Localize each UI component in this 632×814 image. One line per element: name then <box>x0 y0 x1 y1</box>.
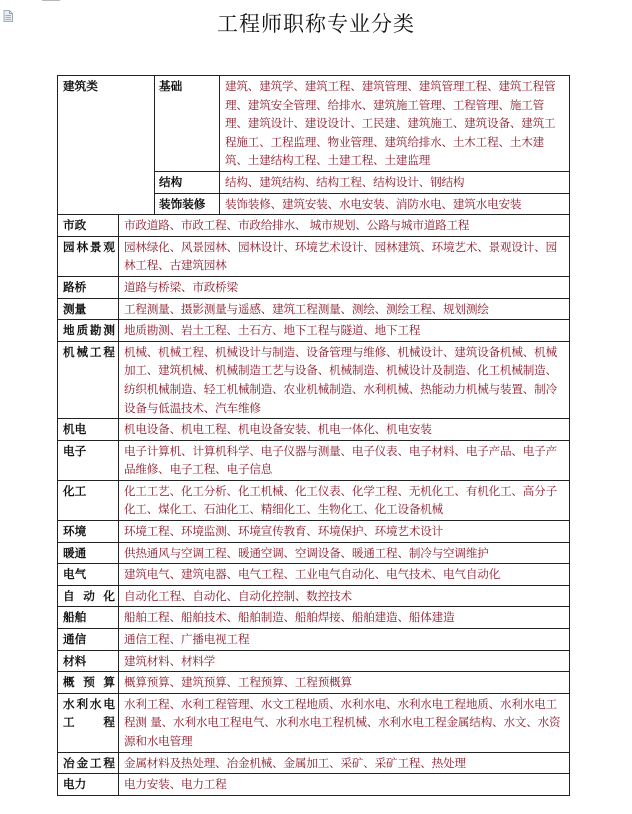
table-row <box>58 440 570 480</box>
category-cell: 路桥 <box>58 276 119 298</box>
category-cell: 电子 <box>58 440 119 480</box>
page-title: 工程师职称专业分类 <box>217 12 415 36</box>
table-row <box>58 215 570 237</box>
category-cell: 自动化 <box>58 585 119 607</box>
table-row <box>58 236 570 276</box>
category-cell: 地质勘测 <box>58 320 119 342</box>
table-row <box>58 320 570 342</box>
category-cell: 电力 <box>58 774 119 796</box>
category-cell: 机械工程 <box>58 341 119 418</box>
majors-cell: 机电设备、机电工程、机电设备安装、机电一体化、机电安装 <box>119 419 570 441</box>
category-cell: 冶金工程 <box>58 752 119 774</box>
majors-cell: 建筑、建筑学、建筑工程、建筑管理、建筑管理工程、建筑工程管理、建筑安全管理、给排水、建筑施工管理、工程管理、施工管理、建筑设计、建设设计、工民建、建筑施工、建筑设备、建筑工程施工、工程监理、物业管理、建筑给排水、土木工程、土木建筑、土建结构工程、土建工程、土建监理 <box>220 76 570 172</box>
majors-cell: 化工工艺、化工分析、化工机械、化工仪表、化学工程、无机化工、有机化工、高分子化工、煤化工、石油化工、精细化工、生物化工、化工设备机械 <box>119 480 570 520</box>
category-cell: 环境 <box>58 521 119 543</box>
table-row <box>58 564 570 586</box>
category-cell: 市政 <box>58 215 119 237</box>
category-cell: 概预算 <box>58 672 119 694</box>
subcategory-cell: 结构 <box>155 171 220 193</box>
table-row <box>58 341 570 418</box>
category-cell: 化工 <box>58 480 119 520</box>
majors-cell: 道路与桥梁、市政桥梁 <box>119 276 570 298</box>
category-cell: 材料 <box>58 650 119 672</box>
table-row <box>58 585 570 607</box>
category-cell: 建筑类 <box>58 76 155 215</box>
table-row <box>58 298 570 320</box>
table-row <box>58 480 570 520</box>
majors-cell: 电子计算机、计算机科学、电子仪器与测量、电子仪表、电子材料、电子产品、电子产品维修、电子工程、电子信息 <box>119 440 570 480</box>
table-row <box>58 521 570 543</box>
majors-cell: 船舶工程、船舶技术、船舶制造、船舶焊接、船舶建造、船体建造 <box>119 607 570 629</box>
table-row <box>58 276 570 298</box>
top-rule <box>42 0 60 1</box>
majors-cell: 通信工程、广播电视工程 <box>119 629 570 651</box>
table-row <box>58 774 570 796</box>
majors-cell: 装饰装修、建筑安装、水电安装、消防水电、建筑水电安装 <box>220 193 570 215</box>
table-row <box>58 650 570 672</box>
category-cell: 船舶 <box>58 607 119 629</box>
table-row <box>58 607 570 629</box>
majors-cell: 供热通风与空调工程、暖通空调、空调设备、暖通工程、制冷与空调维护 <box>119 542 570 564</box>
category-cell: 机电 <box>58 419 119 441</box>
majors-cell: 自动化工程、自动化、自动化控制、数控技术 <box>119 585 570 607</box>
majors-cell: 概算预算、建筑预算、工程预算、工程预概算 <box>119 672 570 694</box>
majors-cell: 机械、机械工程、机械设计与制造、设备管理与维修、机械设计、建筑设备机械、机械加工、建筑机械、机械制造工艺与设备、机械制造、机械设计及制造、化工机械制造、纺织机械制造、轻工机械制造、农业机械制造、水利机械、热能动力机械与装置、制冷设备与低温技术、汽车维修 <box>119 341 570 418</box>
category-cell: 测量 <box>58 298 119 320</box>
table-row <box>58 672 570 694</box>
category-cell: 水利水电工程 <box>58 693 119 752</box>
majors-cell: 建筑材料、材料学 <box>119 650 570 672</box>
category-cell: 通信 <box>58 629 119 651</box>
majors-cell: 结构、建筑结构、结构工程、结构设计、钢结构 <box>220 171 570 193</box>
majors-cell: 市政道路、市政工程、市政给排水、 城市规划、公路与城市道路工程 <box>119 215 570 237</box>
majors-cell: 环境工程、环境监测、环境宣传教育、环境保护、环境艺术设计 <box>119 521 570 543</box>
majors-cell: 园林绿化、风景园林、园林设计、环境艺术设计、园林建筑、环境艺术、景观设计、园林工程、古建筑园林 <box>119 236 570 276</box>
majors-cell: 水利工程、水利工程管理、水文工程地质、水利水电、水利水电工程地质、水利水电工程测 量、水利水电工程电气、水利水电工程机械、水利水电工程金属结构、水文、水资源和水电管理 <box>119 693 570 752</box>
classification-table <box>57 75 570 796</box>
category-cell: 电气 <box>58 564 119 586</box>
table-row <box>58 419 570 441</box>
table-row <box>58 542 570 564</box>
majors-cell: 电力安装、电力工程 <box>119 774 570 796</box>
table-row <box>58 752 570 774</box>
category-cell: 暖通 <box>58 542 119 564</box>
majors-cell: 建筑电气、建筑电器、电气工程、工业电气自动化、电气技术、电气自动化 <box>119 564 570 586</box>
classification-table-wrapper <box>57 75 569 796</box>
table-row <box>58 76 570 172</box>
table-row <box>58 629 570 651</box>
category-cell: 园林景观 <box>58 236 119 276</box>
majors-cell: 地质勘测、岩土工程、土石方、地下工程与隧道、地下工程 <box>119 320 570 342</box>
subcategory-cell: 装饰装修 <box>155 193 220 215</box>
table-row <box>58 693 570 752</box>
subcategory-cell: 基础 <box>155 76 220 172</box>
majors-cell: 工程测量、摄影测量与遥感、建筑工程测量、测绘、测绘工程、规划测绘 <box>119 298 570 320</box>
majors-cell: 金属材料及热处理、冶金机械、金属加工、采矿、采矿工程、热处理 <box>119 752 570 774</box>
